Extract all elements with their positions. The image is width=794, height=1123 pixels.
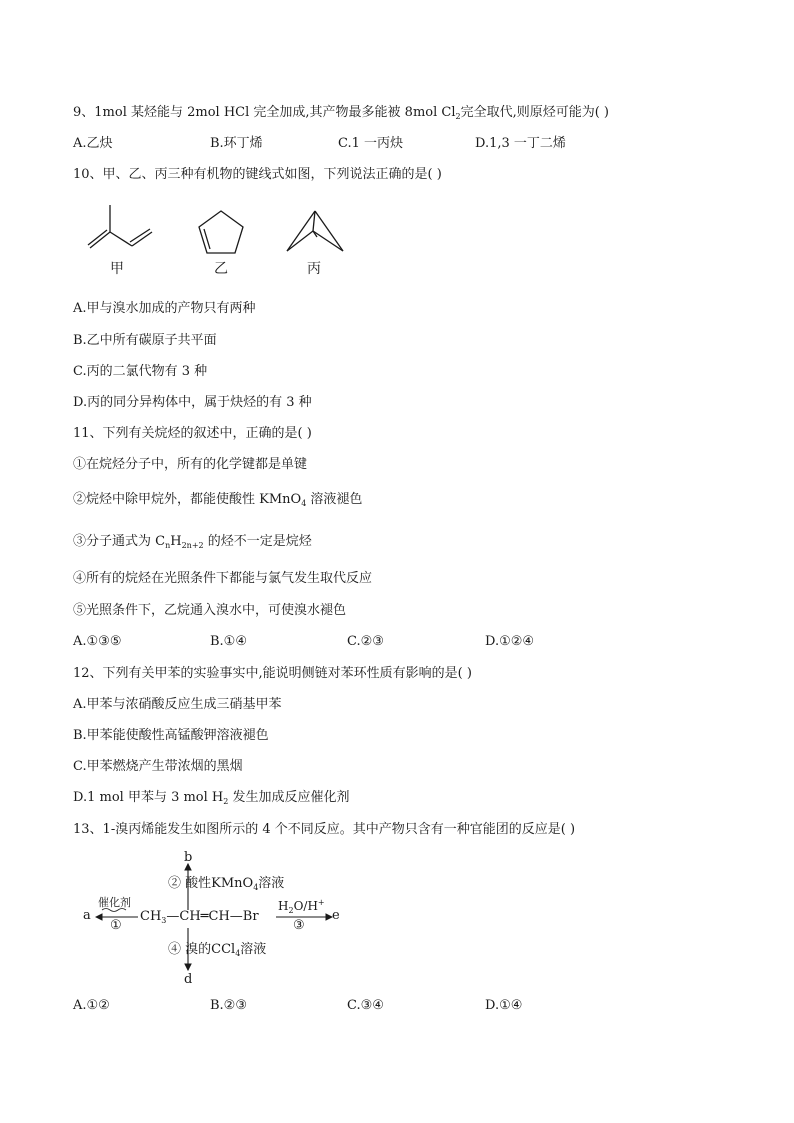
q11-statement-5: ⑤光照条件下，乙烷通入溴水中，可使溴水褪色 bbox=[73, 603, 347, 618]
question-10-stem: 10、甲、乙、丙三种有机物的键线式如图，下列说法正确的是( ) bbox=[73, 167, 442, 182]
q9-option-d[interactable]: D.1,3 一丁二烯 bbox=[475, 136, 566, 151]
product-a: a bbox=[83, 908, 91, 923]
reaction-3-label: ③ bbox=[293, 918, 305, 933]
q10-option-a[interactable]: A.甲与溴水加成的产物只有两种 bbox=[73, 301, 256, 316]
q10-option-b[interactable]: B.乙中所有碳原子共平面 bbox=[73, 333, 217, 348]
q11-option-a[interactable]: A.①③⑤ bbox=[73, 634, 122, 649]
q13-option-c[interactable]: C.③④ bbox=[347, 998, 384, 1013]
molecule-jia-structure bbox=[80, 200, 170, 260]
molecule-yi-structure bbox=[195, 208, 249, 260]
q13-option-a[interactable]: A.①② bbox=[73, 998, 110, 1013]
q11-option-c[interactable]: C.②③ bbox=[347, 634, 384, 649]
question-9-stem: 9、1mol 某烃能与 2mol HCl 完全加成,其产物最多能被 8mol $Cl_2$完全取代,则原烃可能为( ) bbox=[73, 105, 610, 121]
catalyst-label: 催化剂 bbox=[98, 896, 131, 909]
q12-option-d[interactable]: D.1 mol 甲苯与 3 mol $H_2$ 发生加成反应催化剂 bbox=[73, 790, 350, 806]
q12-option-a[interactable]: A.甲苯与浓硝酸反应生成三硝基甲苯 bbox=[73, 697, 282, 712]
q10-option-c[interactable]: C.丙的二氯代物有 3 种 bbox=[73, 364, 208, 379]
product-d: d bbox=[184, 972, 193, 987]
q9-option-a[interactable]: A.乙炔 bbox=[73, 136, 113, 151]
q9-option-b[interactable]: B.环丁烯 bbox=[210, 136, 263, 151]
q11-statement-3: ③分子通式为 $C_nH_{2n+2}$ 的烃不一定是烷烃 bbox=[73, 534, 312, 550]
q13-option-d[interactable]: D.①④ bbox=[485, 998, 523, 1013]
reagent-h2o-label: $H_2O/H^+$ bbox=[278, 898, 325, 915]
reaction-1-label: ① bbox=[110, 918, 122, 933]
molecule-bing-structure bbox=[283, 207, 347, 257]
question-11-stem: 11、下列有关烷烃的叙述中，正确的是( ) bbox=[73, 426, 312, 441]
q12-option-b[interactable]: B.甲苯能使酸性高锰酸钾溶液褪色 bbox=[73, 728, 269, 743]
q11-statement-2: ②烷烃中除甲烷外，都能使酸性 KMnO$_4$ 溶液褪色 bbox=[73, 492, 363, 508]
molecule-jia-label: 甲 bbox=[110, 261, 124, 277]
molecule-bing-label: 丙 bbox=[307, 261, 321, 277]
product-e: e bbox=[332, 908, 340, 923]
q13-option-b[interactable]: B.②③ bbox=[210, 998, 247, 1013]
q11-statement-1: ①在烷烃分子中，所有的化学键都是单键 bbox=[73, 457, 308, 472]
q12-option-c[interactable]: C.甲苯燃烧产生带浓烟的黑烟 bbox=[73, 759, 243, 774]
q11-statement-4: ④所有的烷烃在光照条件下都能与氯气发生取代反应 bbox=[73, 571, 373, 586]
reaction-4-label: ④ 溴的CCl$_4$溶液 bbox=[168, 942, 267, 958]
question-13-stem: 13、1-溴丙烯能发生如图所示的 4 个不同反应。其中产物只含有一种官能团的反应是( ) bbox=[73, 822, 576, 837]
q10-option-d[interactable]: D.丙的同分异构体中，属于炔烃的有 3 种 bbox=[73, 395, 312, 410]
question-12-stem: 12、下列有关甲苯的实验事实中,能说明侧链对苯环性质有影响的是( ) bbox=[73, 666, 472, 681]
reaction-2-label: ② 酸性KMnO$_4$溶液 bbox=[168, 876, 285, 892]
q11-option-d[interactable]: D.①②④ bbox=[485, 634, 535, 649]
product-b: b bbox=[184, 850, 193, 865]
q11-option-b[interactable]: B.①④ bbox=[210, 634, 247, 649]
substrate-formula: $CH_3—CH═CH—Br$ bbox=[140, 909, 259, 925]
q9-option-c[interactable]: C.1 一丙炔 bbox=[338, 136, 404, 151]
molecule-yi-label: 乙 bbox=[214, 261, 228, 277]
